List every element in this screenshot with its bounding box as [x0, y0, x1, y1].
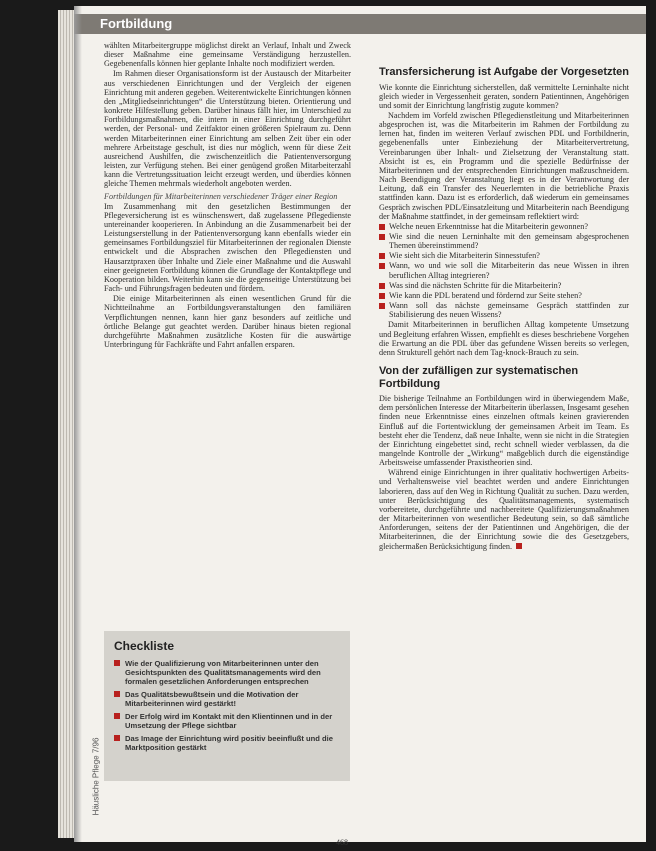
right-paragraph-3: Damit Mitarbeiterinnen in beruflichen Alltag kompetente Umsetzung und Begleitung erfahren Wissen, empfiehlt es dieses beschriebene Vorgehen die Erwartung an die PDL über das gefundene Wissen bereits so verlegen, denn Strukturell gehört nach dem Tag-knock-Brauch zu sein. — [379, 320, 629, 357]
bullet-square-icon — [379, 263, 385, 269]
bullet-square-icon — [114, 713, 120, 719]
right-column — [379, 66, 629, 552]
checklist-title: Checkliste — [114, 639, 175, 653]
bullet-square-icon — [379, 283, 385, 289]
checklist-item-text: Das Qualitätsbewußtsein und die Motivation der Mitarbeiterinnen wird gestärkt! — [125, 690, 299, 708]
right-paragraph-4: Die bisherige Teilnahme an Fortbildungen wird in überwiegendem Maße, dem persönlichen Interesse der Mitarbeiterin überlassen, Insgesamt gesehen finden neue Erkenntnisse eines einzelnen oftmals keinen gravierenden Einfluß auf die Fortentwicklung der gemeinsamen Arbeit im Team. Es besteht eher die Tendenz, daß neue Inhalte, wenn sie nicht in die Strategien der Einrichtung eingebettet sind, recht schnell wieder verblassen, da die mangelnde Kontrolle der „Wirkung“ maßgeblich durch die eigenständige Arbeitsweise umfassender Praxistheorien sind. — [379, 394, 629, 468]
left-paragraph-4: Die einige Mitarbeiterinnen als einen wesentlichen Grund für die Nichtteilnahme an Fortbildungsveranstaltungen den familiären Verpflichtungen nennen, kann hier ganz besonders auf zeitliche und örtliche Belange gut geachtet werden. Darüber hinaus bieten regional durchgeführte Maßnahmen zusätzliche Kosten für die auswärtige Unterbringung für Fachkräfte und Fahrt anfallen ersparen. — [104, 294, 351, 349]
question-item — [379, 222, 629, 231]
checklist-items — [114, 659, 342, 756]
bullet-square-icon — [114, 735, 120, 741]
heading-transfer: Transfersicherung ist Aufgabe der Vorgesetzten — [379, 66, 630, 78]
bullet-square-icon — [114, 691, 120, 697]
question-item — [379, 281, 629, 290]
journal-issue-label: Häusliche Pflege 7/96 — [91, 737, 101, 816]
question-text: Wie sieht sich die Mitarbeiterin Sinnesstufen? — [389, 251, 540, 261]
bullet-square-icon — [114, 660, 120, 666]
question-text: Wann, wo und wie soll die Mitarbeiterin das neue Wissen in ihren beruflichen Alltag integrieren? — [389, 261, 629, 280]
question-item — [379, 291, 629, 300]
left-column — [104, 41, 351, 350]
left-paragraph-3: Im Zusammenhang mit den gesetzlichen Bestimmungen der Pflegeversicherung ist es wünschenswert, daß zugelassene Pflegedienste untereinander kooperieren. In Anbindung an die Zusammenarbeit bei der Leistungserstellung in der Patientenversorgung kann ebenfalls wieder ein gemeinsames Fortbildungsziel für Mitarbeiterinnen der regionalen Dienste entwickelt und die Absprachen zwischen den Pflegediensten und Hausarztpraxen über Inhalte und Ziele einer Maßnahme und die Auswahl einer geeigneten Fortbildung können die Grundlage der Kontaktpflege und Kooperation bilden. Weiterhin kann sie die gegenseitige Unterstützung bei Fach- und Führungsfragen bedeuten und fördern. — [104, 201, 351, 294]
spine-shadow — [74, 6, 82, 842]
heading-systematic: Von der zufälligen zur systematischen Fortbildung — [379, 365, 579, 390]
right-paragraph-5-text: Während einige Einrichtungen in ihrer qualitativ hochwertigen Arbeits- und Verhaltensweise viel beachtet werden und andere Einrichtungen laborieren, dass auf den Weg in Richtung Qualität zu suchen. Dazu werden, unter Berücksichtigung des Qualitätsmanagements, systematisch vorbereitete, durchgeführte und nachbereitete Qualifizierungsmaßnahmen der Mitarbeiterinnen von wesentlicher Bedeutung sein, so daß sämtliche Anforderungen, seitens der der Patientinnen und Angehörigen, die der Mitarbeiterinnen, die der Einrichtung sowie die des Gesetzgebers, gleichermaßen Berücksichtigung finden. — [379, 468, 629, 551]
right-paragraph-2: Nachdem im Vorfeld zwischen Pflegedienstleitung und Mitarbeiterinnen abgesprochen ist, was die Mitarbeiterin im Rahmen der Fortbildung zu lernen hat, finden im weiteren Verlauf zwischen PDL und Fortbildnerin, gegebenenfalls unter Einbeziehung der Mitarbeitervertretung, Vereinbarungen über Inhalt- und Zielsetzung der Veranstaltung statt. Absicht ist es, ein Programm und die spezielle Bedürfnisse der Mitarbeiterinnen und der entsprechenden Einrichtungen maßzuschneidern. Nach Beendigung der Veranstaltung liegt es in der Verantwortung der Leitung, daß ein Transfer des Neuerlernten in die betriebliche Praxis stattfinden kann. Dazu ist es erforderlich, daß wiederum ein gemeinsames Gespräch zwischen PDL/Einsatzleitung und Mitarbeiterin nach Beendigung der Maßnahme stattfindet, in der gemeinsam reflektiert wird: — [379, 110, 629, 221]
bullet-square-icon — [379, 224, 385, 230]
left-subheading: Fortbildungen für Mitarbeiterinnen verschiedener Träger einer Region — [104, 191, 338, 201]
checklist-item-text: Der Erfolg wird im Kontakt mit den Klientinnen und in der Umsetzung der Pflege sichtbar — [125, 712, 333, 730]
question-list — [379, 222, 629, 320]
bullet-square-icon — [379, 303, 385, 309]
checklist-item — [114, 690, 342, 708]
question-text: Welche neuen Erkenntnisse hat die Mitarbeiterin gewonnen? — [389, 221, 588, 231]
bullet-square-icon — [379, 253, 385, 259]
left-paragraph-2: Im Rahmen dieser Organisationsform ist der Austausch der Mitarbeiter aus verschiedenen Einrichtungen und der Vergleich der eigenen Einrichtung mit anderen gegeben. Weiterentwickelte Einrichtungen können den „Mitgliedseinrichtungen“ die Unterstützung bieten. Orientierung und konkrete Hilfestellung geben. Darüber hinaus fällt hier, im Unterschied zu Fortbildungsmaßnahmen, die intern in einer Einrichtung durchgeführt werden, der Personal- und Zeitfaktor einen größeren Spielraum zu. Denn werden Mitarbeiterinnen einer Einrichtung am selben Zeit über ein oder mehrere Arbeitstage geschult, ist dies nur möglich, wenn für diese Zeit ausreichend Aushilfen, die zwischenzeitlich die Patientenversorgung leisten, zur Verfügung stehen. Bei einer genügend großen Mitarbeiterzahl kann die Vertretungssituation leicht erzeugt werden, und überdies können gleiche Themen mehrmals wiederholt angeboten werden. — [104, 69, 351, 189]
bullet-square-icon — [379, 234, 385, 240]
end-mark-icon — [516, 543, 522, 549]
bullet-square-icon — [379, 293, 385, 299]
checklist-item — [114, 734, 342, 752]
left-paragraph-1: wählten Mitarbeitergruppe möglichst direkt an Verlauf, Inhalt und Zweck dieser Maßnahme eine gemeinsame Verständigung herzustellen. Gegebenenfalls können hier geplante Inhalte noch modifiziert werden. — [104, 41, 351, 69]
question-text: Wann soll das nächste gemeinsame Gespräch stattfinden zur Stabilisierung des neuen Wissens? — [389, 301, 629, 320]
checklist-box — [104, 631, 350, 781]
question-item — [379, 301, 629, 319]
checklist-item-text: Das Image der Einrichtung wird positiv beeinflußt und die Marktposition gestärkt — [125, 734, 334, 752]
right-paragraph-5 — [379, 468, 629, 550]
checklist-item-text: Wie der Qualifizierung von Mitarbeiterinnen unter den Gesichtspunkten des Qualitätsmanagements wird den formalen gesetzlichen Anforderungen entsprechen — [125, 659, 321, 686]
question-item — [379, 251, 629, 260]
question-item — [379, 261, 629, 279]
question-text: Was sind die nächsten Schritte für die Mitarbeiterin? — [389, 280, 562, 290]
right-paragraph-1: Wie konnte die Einrichtung sicherstellen, daß vermittelte Lerninhalte nicht gleich wieder in Vergessenheit geraten, sondern Patientinnen, Angehörigen und somit der Einrichtung langfristig zugute kommen? — [379, 82, 629, 110]
checklist-item — [114, 659, 342, 686]
question-text: Wie sind die neuen Lerninhalte mit den gemeinsam abgesprochenen Themen übereinstimmend? — [389, 232, 629, 251]
question-item — [379, 232, 629, 250]
page-number: 468 — [336, 838, 348, 847]
book-page — [74, 6, 646, 847]
section-title: Fortbildung — [100, 16, 173, 31]
question-text: Wie kann die PDL beratend und fördernd zur Seite stehen? — [389, 290, 582, 300]
checklist-item — [114, 712, 342, 730]
